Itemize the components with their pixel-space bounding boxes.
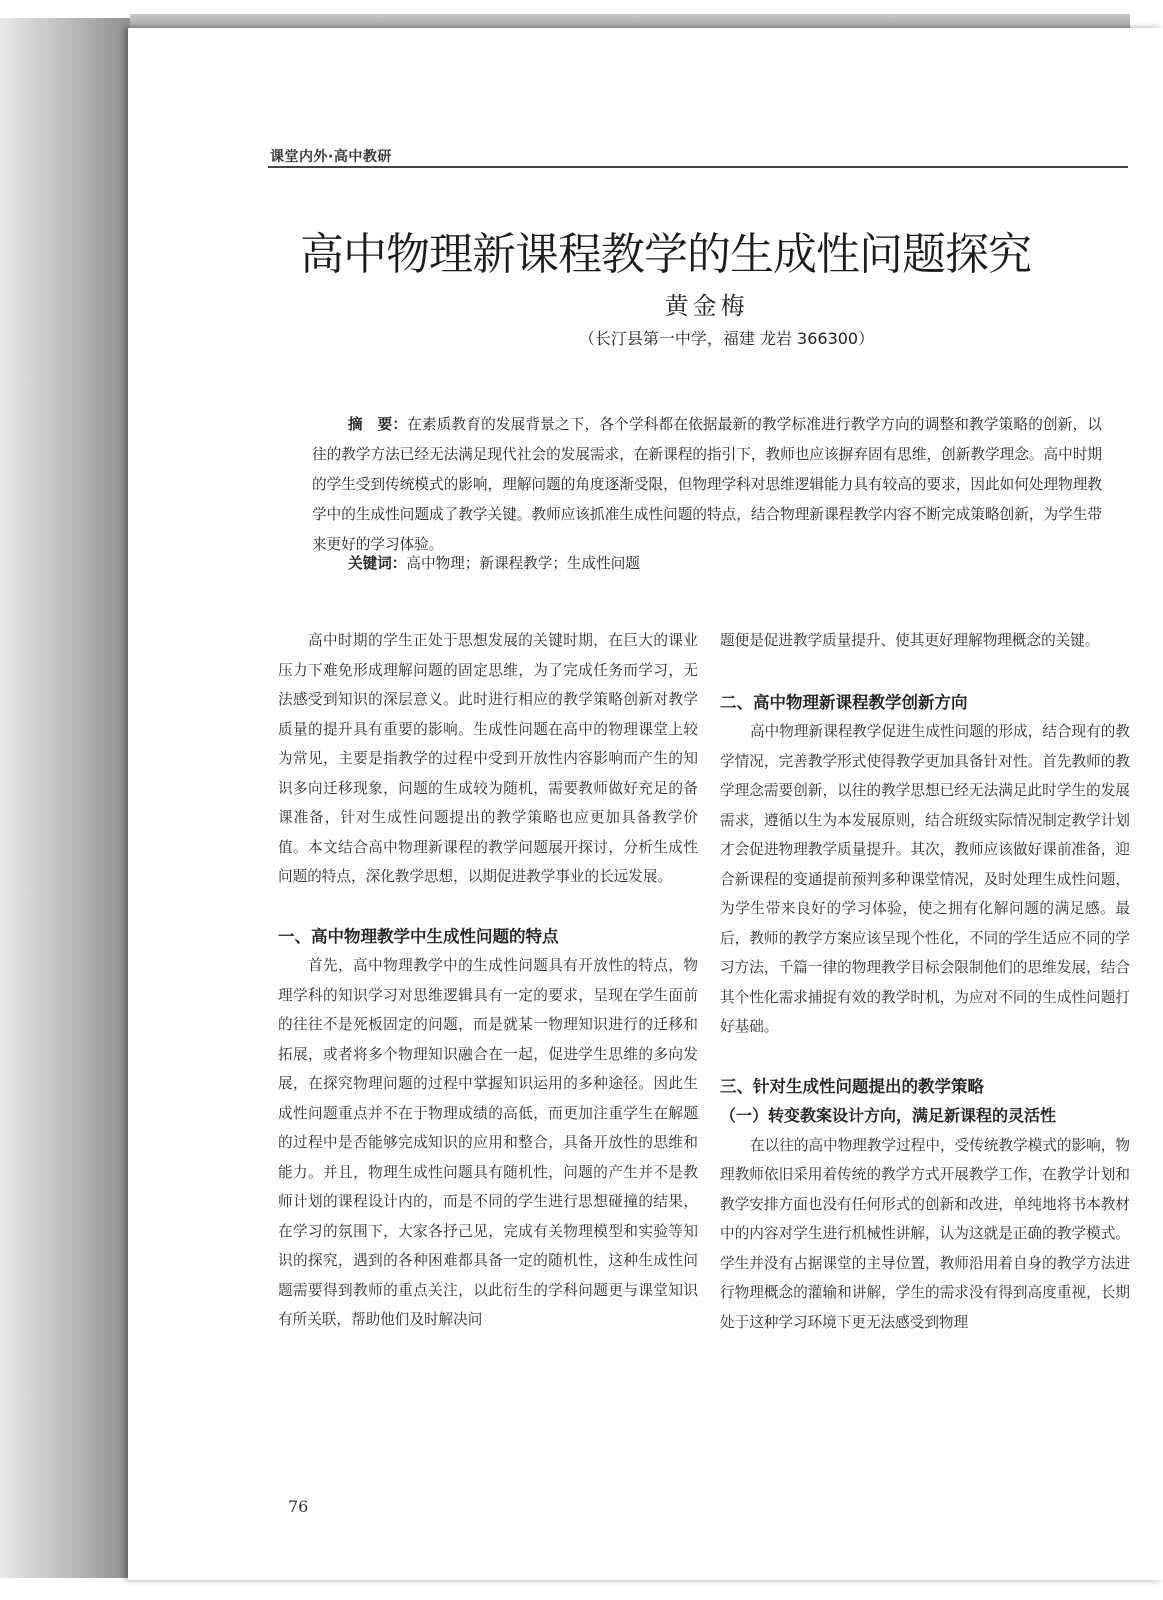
right-column [720, 626, 1130, 1526]
section-1-heading: 一、高中物理教学中生成性问题的特点 [278, 926, 559, 946]
page-number: 76 [288, 1497, 309, 1516]
author-affiliation: （长汀县第一中学，福建 龙岩 366300） [578, 329, 875, 348]
section-3-heading: 三、针对生成性问题提出的教学策略 [720, 1076, 984, 1096]
header-rule [268, 166, 1128, 168]
section-2-heading: 二、高中物理新课程教学创新方向 [720, 692, 968, 712]
author-name: 黄金梅 [664, 292, 749, 320]
intro-paragraph: 高中时期的学生正处于思想发展的关键时期，在巨大的课业压力下难免形成理解问题的固定思维，为了完成任务而学习，无法感受到知识的深层意义。此时进行相应的教学策略创新对教学质量的提升具有重要的影响。生成性问题在高中的物理课堂上较为常见，主要是指教学的过程中受到开放性内容影响而产生的知识多向迁移现象，问题的生成较为随机，需要教师做好充足的备课准备，针对生成性问题提出的教学策略也应更加具备教学价值。本文结合高中物理新课程的教学问题展开探讨，分析生成性问题的特点，深化教学思想，以期促进教学事业的长远发展。 [278, 632, 698, 885]
keywords [348, 552, 640, 576]
running-header: 课堂内外·高中教研 [270, 149, 392, 165]
keywords-text: 高中物理；新课程教学；生成性问题 [406, 555, 640, 572]
article-title: 高中物理新课程教学的生成性问题探究 [300, 229, 1031, 280]
abstract-text: 在素质教育的发展背景之下，各个学科都在依据最新的教学标准进行教学方向的调整和教学策略的创新，以往的教学方法已经无法满足现代社会的发展需求，在新课程的指引下，教师也应该摒弃固有思维，创新教学理念。高中时期的学生受到传统模式的影响，理解问题的角度逐渐受限，但物理学科对思维逻辑能力具有较高的要求，因此如何处理物理教学中的生成性问题成了教学关键。教师应该抓准生成性问题的特点，结合物理新课程教学内容不断完成策略创新，为学生带来更好的学习体验。 [312, 416, 1102, 553]
section-2-paragraph: 高中物理新课程教学促进生成性问题的形成，结合现有的教学情况，完善教学形式使得教学更加具备针对性。首先教师的教学理念需要创新，以往的教学思想已经无法满足此时学生的发展需求，遵循以生为本发展原则，结合班级实际情况制定教学计划才会促进物理教学质量提升。其次，教师应该做好课前准备，迎合新课程的变通提前预判多种课堂情况，及时处理生成性问题，为学生带来良好的学习体验，使之拥有化解问题的满足感。最后，教师的教学方案应该呈现个性化，不同的学生适应不同的学习方法，千篇一律的物理教学目标会限制他们的思维发展，结合其个性化需求捕捉有效的教学时机，为应对不同的生成性问题打好基础。 [720, 723, 1130, 1035]
section-1-paragraph: 首先，高中物理教学中的生成性问题具有开放性的特点，物理学科的知识学习对思维逻辑具有一定的要求，呈现在学生面前的往往不是死板固定的问题，而是就某一物理知识进行的迁移和拓展，或者将多个物理知识融合在一起，促进学生思维的多向发展，在探究物理问题的过程中掌握知识运用的多种途径。因此生成性问题重点并不在于物理成绩的高低，而更加注重学生在解题的过程中是否能够完成知识的应用和整合，具备开放性的思维和能力。并且，物理生成性问题具有随机性，问题的产生并不是教师计划的课程设计内的，而是不同的学生进行思想碰撞的结果，在学习的氛围下，大家各抒己见，完成有关物理模型和实验等知识的探究，遇到的各种困难都具备一定的随机性，这种生成性问题需要得到教师的重点关注，以此衍生的学科问题更与课堂知识有所关联，帮助他们及时解决问 [278, 957, 698, 1328]
continued-paragraph: 题便是促进教学质量提升、使其更好理解物理概念的关键。 [720, 632, 1100, 649]
subsection-1-heading: （一）转变教案设计方向，满足新课程的灵活性 [720, 1106, 1057, 1125]
keywords-label: 关键词： [348, 555, 407, 572]
abstract-label: 摘 要： [348, 416, 408, 433]
subsection-1-paragraph: 在以往的高中物理教学过程中，受传统教学模式的影响，物理教师依旧采用着传统的教学方式开展教学工作，在教学计划和教学安排方面也没有任何形式的创新和改进，单纯地将书本教材中的内容对学生进行机械性讲解，认为这就是正确的教学模式。学生并没有占据课堂的主导位置，教师沿用着自身的教学方法进行物理概念的灌输和讲解，学生的需求没有得到高度重视，长期处于这种学习环境下更无法感受到物理 [720, 1136, 1130, 1331]
left-column [278, 626, 698, 1335]
scan-shadow-left [0, 18, 130, 1578]
abstract [312, 410, 1102, 560]
